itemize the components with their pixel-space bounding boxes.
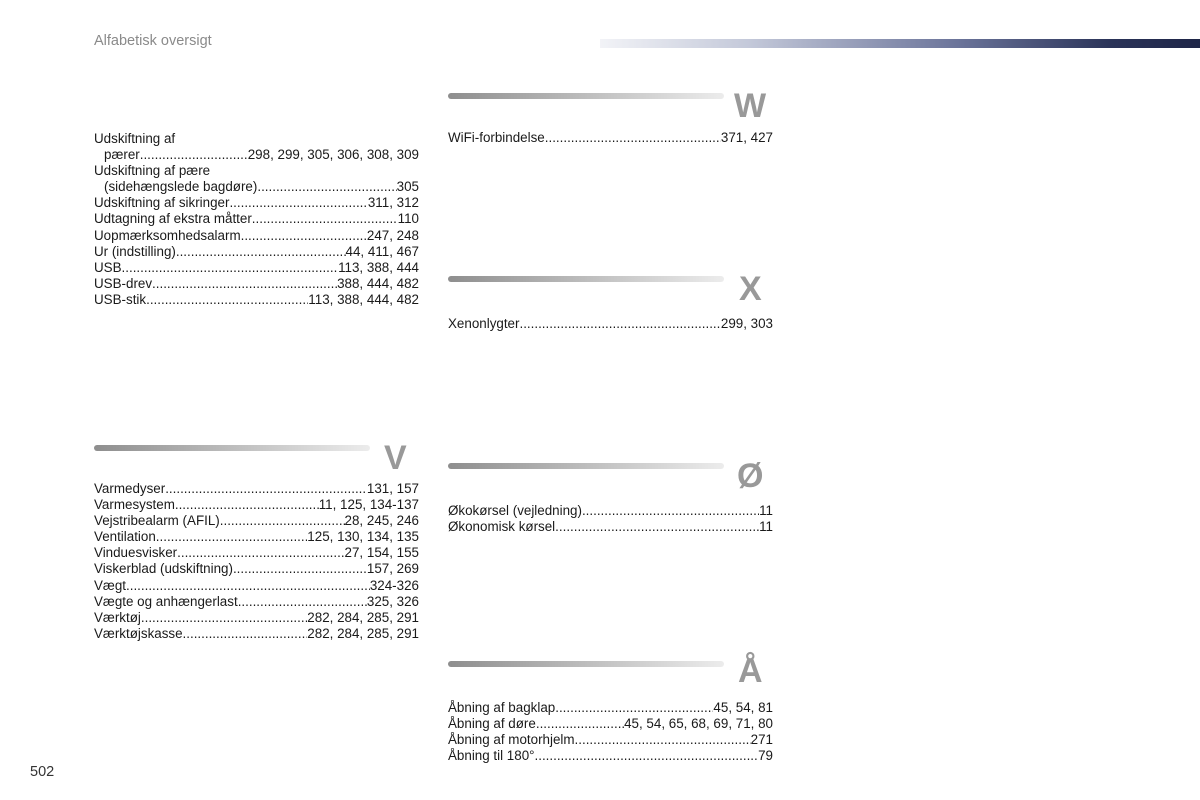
index-entry bbox=[94, 497, 419, 513]
index-term: Varmesystem bbox=[94, 497, 175, 513]
index-term: Værktøj bbox=[94, 609, 141, 625]
index-entry bbox=[448, 503, 773, 519]
index-term: Udskiftning af pære bbox=[94, 163, 211, 179]
section-v-bar bbox=[94, 445, 370, 451]
section-v-letter: V bbox=[384, 439, 407, 477]
dot-leader bbox=[555, 519, 759, 535]
index-entry bbox=[94, 179, 419, 195]
dot-leader bbox=[220, 513, 345, 529]
index-entry bbox=[94, 228, 419, 244]
index-term: USB-drev bbox=[94, 275, 153, 291]
dot-leader bbox=[233, 561, 367, 577]
page-header-title: Alfabetisk oversigt bbox=[94, 33, 212, 49]
index-term: Vægte og anhængerlast bbox=[94, 593, 238, 609]
section-oe-letter: Ø bbox=[737, 457, 764, 495]
index-term: Vinduesvisker bbox=[94, 545, 178, 561]
index-page-refs: 28, 245, 246 bbox=[344, 513, 419, 529]
header-decorative-bar bbox=[600, 39, 1200, 48]
index-term: Økokørsel (vejledning) bbox=[448, 503, 582, 518]
section-w-bar bbox=[448, 93, 724, 99]
dot-leader bbox=[545, 130, 721, 146]
index-entry bbox=[448, 716, 773, 732]
index-entry bbox=[94, 147, 419, 163]
index-term: Værktøjskasse bbox=[94, 625, 183, 641]
index-entry bbox=[448, 700, 773, 716]
index-page-refs: 282, 284, 285, 291 bbox=[307, 609, 419, 625]
section-aa-letter: Å bbox=[738, 652, 763, 690]
dot-leader bbox=[183, 626, 308, 642]
index-page-refs: 125, 130, 134, 135 bbox=[307, 529, 419, 545]
index-entry bbox=[448, 316, 773, 332]
index-term: USB-stik bbox=[94, 291, 147, 307]
dot-leader bbox=[238, 594, 367, 610]
dot-leader bbox=[229, 195, 367, 211]
index-entry bbox=[448, 519, 773, 535]
index-entry bbox=[448, 130, 773, 146]
dot-leader bbox=[175, 497, 319, 513]
index-entry bbox=[94, 626, 419, 642]
index-term: Ur (indstilling) bbox=[94, 243, 176, 259]
index-page-refs: 311, 312 bbox=[367, 195, 419, 211]
index-page-refs: 371, 427 bbox=[720, 130, 773, 145]
index-entry bbox=[94, 529, 419, 545]
index-page-refs: 45, 54, 65, 68, 69, 71, 80 bbox=[624, 716, 773, 732]
dot-leader bbox=[176, 244, 346, 260]
index-page-refs: 113, 388, 444, 482 bbox=[308, 291, 419, 307]
dot-leader bbox=[555, 700, 713, 716]
index-page-refs: 324-326 bbox=[369, 577, 419, 593]
index-entry bbox=[94, 195, 419, 211]
index-page-refs: 305 bbox=[396, 179, 419, 195]
index-page-refs: 110 bbox=[397, 211, 419, 227]
index-page-refs: 44, 411, 467 bbox=[345, 243, 419, 259]
index-entry bbox=[94, 610, 419, 626]
index-term: Udskiftning af sikringer bbox=[94, 195, 230, 211]
index-page-refs: 298, 299, 305, 306, 308, 309 bbox=[247, 147, 419, 163]
index-term: Åbning til 180° bbox=[448, 748, 535, 764]
dot-leader bbox=[146, 292, 308, 308]
dot-leader bbox=[575, 732, 751, 748]
dot-leader bbox=[582, 503, 759, 519]
index-entry bbox=[94, 578, 419, 594]
index-term: Udtagning af ekstra måtter bbox=[94, 211, 252, 227]
index-page-refs: 271 bbox=[750, 732, 773, 748]
index-entry bbox=[94, 594, 419, 610]
dot-leader bbox=[140, 147, 248, 163]
index-page-refs: 113, 388, 444 bbox=[338, 259, 419, 275]
section-x-letter: X bbox=[739, 270, 762, 308]
section-x-bar bbox=[448, 276, 724, 282]
index-page-refs: 157, 269 bbox=[366, 561, 419, 577]
dot-leader bbox=[165, 481, 367, 497]
index-term: Vægt bbox=[94, 577, 127, 593]
index-list-v bbox=[94, 481, 419, 642]
page-number: 502 bbox=[30, 764, 55, 780]
index-term: Viskerblad (udskiftning) bbox=[94, 561, 233, 577]
section-w-letter: W bbox=[734, 87, 767, 125]
index-page-refs: 325, 326 bbox=[366, 593, 419, 609]
index-term: Åbning af motorhjelm bbox=[448, 732, 575, 748]
index-term: Økonomisk kørsel bbox=[448, 519, 556, 535]
index-page-refs: 11 bbox=[759, 519, 773, 535]
index-term: Uopmærksomhedsalarm bbox=[94, 227, 241, 243]
index-page-refs: 45, 54, 81 bbox=[713, 700, 773, 715]
index-page-refs: 131, 157 bbox=[366, 481, 419, 496]
dot-leader bbox=[257, 179, 396, 195]
index-entry bbox=[94, 260, 419, 276]
dot-leader bbox=[241, 228, 367, 244]
index-term: Ventilation bbox=[94, 529, 156, 545]
index-list-aa bbox=[448, 700, 773, 764]
index-list-w bbox=[448, 130, 773, 146]
dot-leader bbox=[177, 545, 344, 561]
dot-leader bbox=[535, 748, 759, 764]
index-entry bbox=[94, 513, 419, 529]
index-entry bbox=[94, 211, 419, 227]
index-entry bbox=[94, 561, 419, 577]
index-term: (sidehængslede bagdøre) bbox=[104, 179, 258, 195]
index-page-refs: 388, 444, 482 bbox=[337, 275, 419, 291]
index-page-refs: 11, 125, 134-137 bbox=[318, 497, 419, 513]
section-oe-bar bbox=[448, 463, 724, 469]
index-term: pærer bbox=[104, 147, 140, 163]
index-entry bbox=[94, 481, 419, 497]
index-term: WiFi-forbindelse bbox=[448, 130, 545, 145]
index-page-refs: 282, 284, 285, 291 bbox=[307, 625, 419, 641]
section-aa-bar bbox=[448, 661, 724, 667]
index-term: Åbning af bagklap bbox=[448, 700, 556, 715]
dot-leader bbox=[252, 211, 398, 227]
dot-leader bbox=[141, 610, 307, 626]
index-entry bbox=[448, 748, 773, 764]
index-term: Udskiftning af bbox=[94, 131, 176, 146]
index-list-oe bbox=[448, 503, 773, 535]
index-entry bbox=[94, 545, 419, 561]
index-entry bbox=[94, 244, 419, 260]
index-page-refs: 27, 154, 155 bbox=[344, 545, 419, 561]
index-list-x bbox=[448, 316, 773, 332]
dot-leader bbox=[152, 276, 337, 292]
index-term: Vejstribealarm (AFIL) bbox=[94, 513, 220, 529]
index-term: USB bbox=[94, 259, 122, 275]
index-page-refs: 299, 303 bbox=[720, 316, 773, 331]
index-page-refs: 11 bbox=[759, 503, 773, 518]
index-term: Xenonlygter bbox=[448, 316, 520, 331]
dot-leader bbox=[126, 578, 370, 594]
index-term: Åbning af døre bbox=[448, 716, 536, 732]
index-entry bbox=[448, 732, 773, 748]
dot-leader bbox=[156, 529, 308, 545]
index-term: Varmedyser bbox=[94, 481, 166, 496]
dot-leader bbox=[519, 316, 720, 332]
dot-leader bbox=[122, 260, 339, 276]
dot-leader bbox=[536, 716, 624, 732]
index-page-refs: 79 bbox=[758, 748, 773, 764]
index-entry bbox=[94, 163, 419, 179]
index-page-refs: 247, 248 bbox=[366, 227, 419, 243]
index-list-u bbox=[94, 131, 419, 308]
index-entry bbox=[94, 131, 419, 147]
index-entry bbox=[94, 276, 419, 292]
index-entry bbox=[94, 292, 419, 308]
